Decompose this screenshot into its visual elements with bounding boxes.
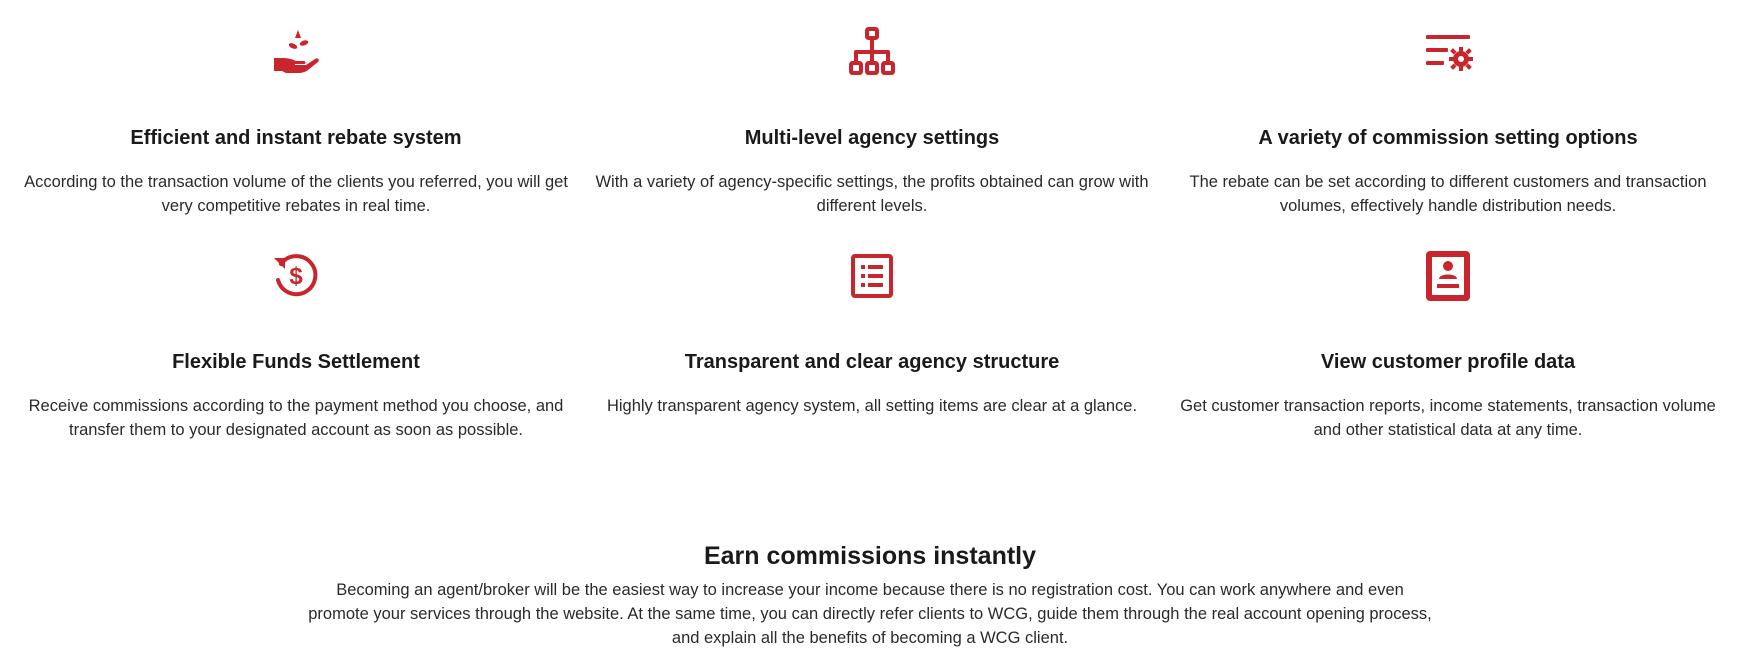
- svg-text:$: $: [289, 263, 303, 290]
- feature-funds-settlement: [6, 238, 586, 448]
- feature-customer-profile: [1158, 238, 1738, 448]
- feature-description: According to the transaction volume of the clients you referred, you will get very competitive rebates in real time.: [24, 173, 568, 215]
- list-document-icon: [840, 244, 904, 308]
- feature-description: The rebate can be set according to different customers and transaction volumes, effectively handle distribution needs.: [1189, 173, 1707, 215]
- feature-multi-level: [582, 14, 1162, 224]
- feature-rebate-system: [6, 14, 586, 224]
- earn-section: [0, 540, 1740, 650]
- feature-title: A variety of commission setting options: [1258, 127, 1638, 149]
- list-settings-icon: [1416, 20, 1480, 84]
- feature-title: Transparent and clear agency structure: [684, 351, 1060, 373]
- feature-title: View customer profile data: [1320, 351, 1576, 373]
- profile-card-icon: [1416, 244, 1480, 308]
- feature-description: Receive commissions according to the payment method you choose, and transfer them to your designated account as soon as possible.: [28, 397, 564, 439]
- earn-description: Becoming an agent/broker will be the easiest way to increase your income because there is no registration cost. You can work anywhere and even promote your services through the website. At the same time, you can directly refer clients to WCG, guide them through the real account opening process, and explain all the benefits of becoming a WCG client.: [308, 581, 1432, 647]
- earn-title: Earn commissions instantly: [703, 542, 1037, 570]
- hand-coins-icon: [264, 20, 328, 84]
- feature-title: Multi-level agency settings: [744, 127, 1000, 149]
- feature-transparent-structure: [582, 238, 1162, 448]
- feature-description: Get customer transaction reports, income statements, transaction volume and other statistical data at any time.: [1180, 397, 1716, 439]
- feature-title: Efficient and instant rebate system: [130, 127, 462, 149]
- dollar-refresh-icon: [264, 244, 328, 308]
- feature-description: Highly transparent agency system, all setting items are clear at a glance.: [606, 397, 1138, 415]
- hierarchy-icon: [840, 20, 904, 84]
- feature-title: Flexible Funds Settlement: [172, 351, 420, 373]
- feature-commission-options: [1158, 14, 1738, 224]
- feature-description: With a variety of agency-specific settings, the profits obtained can grow with different levels.: [595, 173, 1149, 215]
